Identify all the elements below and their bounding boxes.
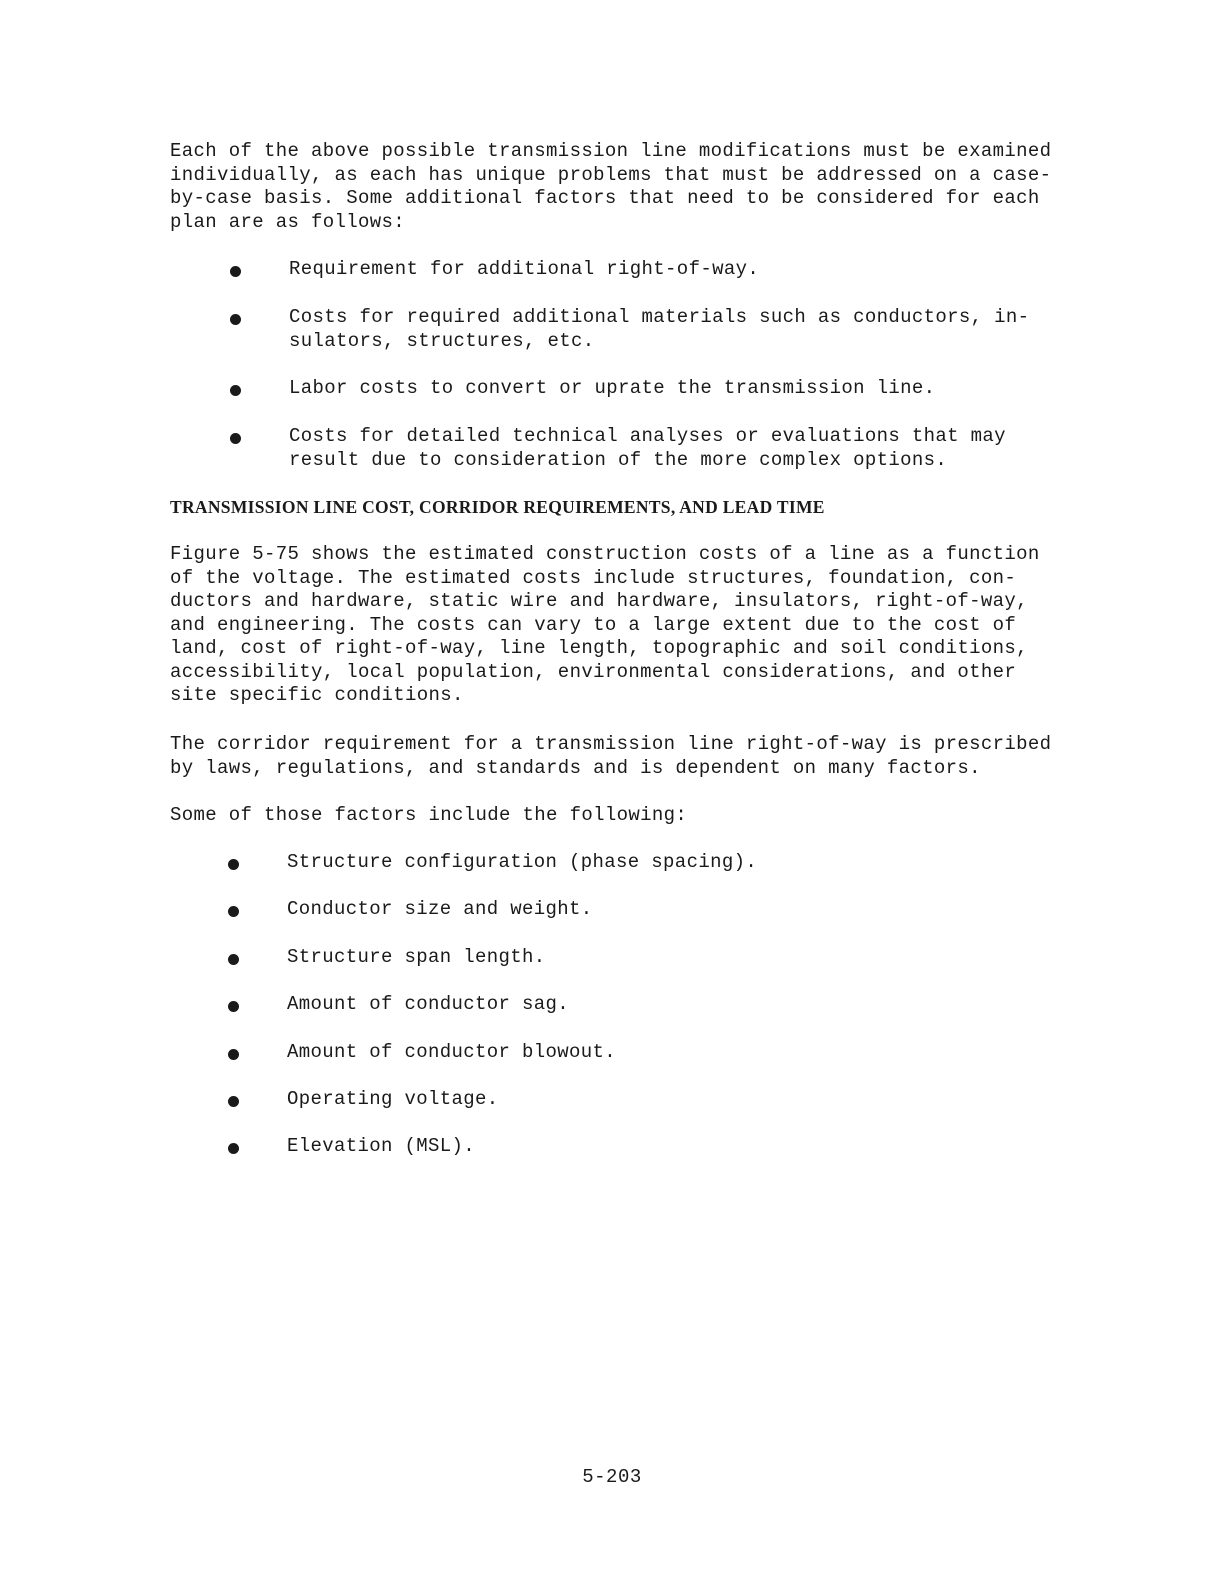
bullet-icon bbox=[228, 859, 239, 870]
cost-paragraph: Figure 5-75 shows the estimated construction costs of a line as a function of the voltage. The estimated costs include structures, foundation, con- ductors and hardware, static wire and hardware, insulators, right-of-way, and engineering. The costs can vary to a large extent due to the cost of land, cost of right-of-way, line length, topographic and soil conditions, accessibility, local population, environmental considerations, and other site specific conditions. bbox=[170, 543, 1040, 706]
corridor-paragraph: The corridor requirement for a transmission line right-of-way is prescribed by laws, regulations, and standards and is dependent on many factors. bbox=[170, 733, 1052, 779]
corridor-intro: Some of those factors include the following: bbox=[170, 804, 688, 826]
intro-paragraph: Each of the above possible transmission line modifications must be examined individually, as each has unique problems that must be addressed on a case- by-case basis. Some additional factors that need to be considered for each plan are as follows: bbox=[170, 140, 1052, 233]
bullet-icon bbox=[228, 1096, 239, 1107]
list-item-text: Structure span length. bbox=[287, 946, 546, 968]
list-item-text: Costs for detailed technical analyses or evaluations that may result due to consideration of the more complex options. bbox=[289, 425, 1006, 471]
list-item-text: Requirement for additional right-of-way. bbox=[289, 258, 760, 280]
bullet-icon bbox=[228, 1049, 239, 1060]
list-item-text: Costs for required additional materials such as conductors, in- sulators, structures, etc. bbox=[289, 306, 1030, 352]
list-item-text: Operating voltage. bbox=[287, 1088, 499, 1110]
bullet-icon bbox=[228, 906, 239, 917]
list-item-text: Conductor size and weight. bbox=[287, 898, 593, 920]
bullet-icon bbox=[230, 385, 241, 396]
bullet-icon bbox=[230, 314, 241, 325]
bullet-icon bbox=[228, 954, 239, 965]
list-item-text: Elevation (MSL). bbox=[287, 1135, 476, 1157]
section-heading: TRANSMISSION LINE COST, CORRIDOR REQUIREMENTS, AND LEAD TIME bbox=[170, 497, 825, 517]
bullet-icon bbox=[228, 1001, 239, 1012]
bullet-icon bbox=[230, 266, 241, 277]
bullet-icon bbox=[230, 433, 241, 444]
list-item-text: Amount of conductor sag. bbox=[287, 993, 570, 1015]
list-item-text: Amount of conductor blowout. bbox=[287, 1041, 617, 1063]
bullet-icon bbox=[228, 1143, 239, 1154]
page-number: 5-203 bbox=[582, 1466, 642, 1488]
list-item-text: Structure configuration (phase spacing). bbox=[287, 851, 758, 873]
list-item-text: Labor costs to convert or uprate the transmission line. bbox=[289, 377, 936, 399]
